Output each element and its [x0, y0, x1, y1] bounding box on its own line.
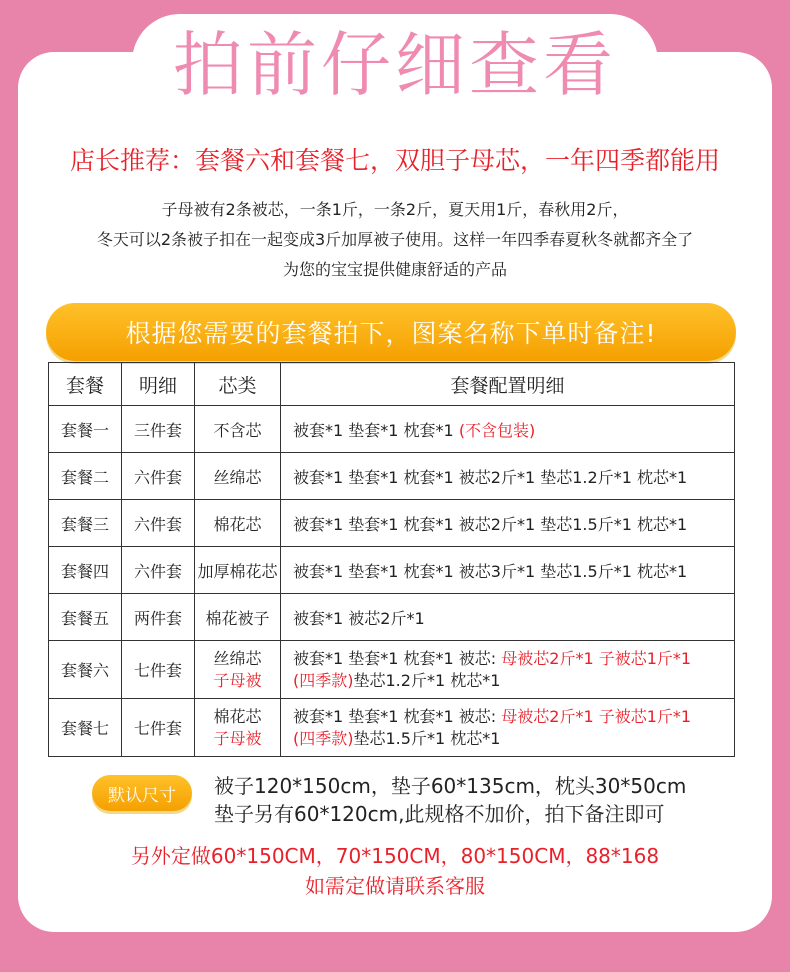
page-title: 拍前仔细查看	[173, 24, 617, 106]
core-subtype: 子母被	[213, 728, 262, 748]
package-core: 丝绵芯	[195, 453, 281, 500]
package-config: 被套*1 垫套*1 枕套*1 被芯2斤*1 垫芯1.2斤*1 枕芯*1	[281, 453, 735, 500]
config-text-line2: 垫芯1.5斤*1 枕芯*1	[353, 728, 501, 748]
package-config	[281, 699, 735, 757]
config-highlight: 母被芯2斤*1 子被芯1斤*1	[501, 648, 692, 668]
default-size-label: 默认尺寸	[108, 785, 176, 806]
package-detail: 六件套	[122, 547, 195, 594]
size-line-1: 被子120*150cm，垫子60*135cm，枕头30*50cm	[214, 774, 687, 798]
default-size-badge	[92, 775, 192, 811]
package-config: 被套*1 被芯2斤*1	[281, 594, 735, 641]
core-type: 棉花芯	[213, 706, 262, 726]
package-detail: 七件套	[122, 641, 195, 699]
table-row	[49, 699, 735, 757]
package-name: 套餐一	[49, 406, 122, 453]
header-config: 套餐配置明细	[281, 363, 735, 406]
config-text: 被套*1 垫套*1 枕套*1	[293, 420, 454, 440]
header-detail: 明细	[122, 363, 195, 406]
package-core: 棉花被子	[195, 594, 281, 641]
core-type: 丝绵芯	[213, 648, 262, 668]
header-package: 套餐	[49, 363, 122, 406]
package-detail: 六件套	[122, 453, 195, 500]
table-header-row	[49, 363, 735, 406]
package-detail: 六件套	[122, 500, 195, 547]
recommend-text: 店长推荐：套餐六和套餐七，双胆子母芯，一年四季都能用	[69, 146, 720, 175]
order-note-banner	[46, 303, 736, 361]
package-detail: 七件套	[122, 699, 195, 757]
config-season-tag: (四季款)	[293, 728, 354, 748]
config-season-tag: (四季款)	[293, 670, 354, 690]
package-name: 套餐七	[49, 699, 122, 757]
custom-contact-line: 如需定做请联系客服	[305, 874, 485, 898]
package-config	[281, 641, 735, 699]
package-core: 加厚棉花芯	[195, 547, 281, 594]
core-subtype: 子母被	[213, 670, 262, 690]
description-line-3: 为您的宝宝提供健康舒适的产品	[282, 260, 507, 279]
table-row	[49, 406, 735, 453]
package-detail: 两件套	[122, 594, 195, 641]
title-box	[132, 14, 658, 116]
size-line-2: 垫子另有60*120cm,此规格不加价，拍下备注即可	[214, 802, 665, 826]
table-row	[49, 500, 735, 547]
package-name: 套餐二	[49, 453, 122, 500]
package-name: 套餐三	[49, 500, 122, 547]
description-line-2: 冬天可以2条被子扣在一起变成3斤加厚被子使用。这样一年四季春夏秋冬就都齐全了	[96, 230, 694, 249]
package-detail: 三件套	[122, 406, 195, 453]
description-line-1: 子母被有2条被芯，一条1斤，一条2斤，夏天用1斤，春秋用2斤，	[161, 200, 629, 219]
package-table	[48, 362, 735, 757]
package-config: 被套*1 垫套*1 枕套*1 被芯3斤*1 垫芯1.5斤*1 枕芯*1	[281, 547, 735, 594]
banner-text: 根据您需要的套餐拍下，图案名称下单时备注!	[125, 319, 657, 348]
package-name: 套餐五	[49, 594, 122, 641]
config-text-line2: 垫芯1.2斤*1 枕芯*1	[353, 670, 501, 690]
package-config: 被套*1 垫套*1 枕套*1 被芯2斤*1 垫芯1.5斤*1 枕芯*1	[281, 500, 735, 547]
package-core: 棉花芯	[195, 500, 281, 547]
package-name: 套餐六	[49, 641, 122, 699]
package-name: 套餐四	[49, 547, 122, 594]
table-row	[49, 594, 735, 641]
config-note: (不含包装)	[458, 420, 536, 440]
config-text: 被套*1 垫套*1 枕套*1 被芯:	[293, 648, 497, 668]
table-row	[49, 453, 735, 500]
package-config	[281, 406, 735, 453]
header-core: 芯类	[195, 363, 281, 406]
package-core: 不含芯	[195, 406, 281, 453]
package-core	[195, 641, 281, 699]
table-row	[49, 641, 735, 699]
config-text: 被套*1 垫套*1 枕套*1 被芯:	[293, 706, 497, 726]
package-core	[195, 699, 281, 757]
table-row	[49, 547, 735, 594]
config-highlight: 母被芯2斤*1 子被芯1斤*1	[501, 706, 692, 726]
custom-size-line: 另外定做60*150CM，70*150CM，80*150CM，88*168	[130, 844, 660, 868]
